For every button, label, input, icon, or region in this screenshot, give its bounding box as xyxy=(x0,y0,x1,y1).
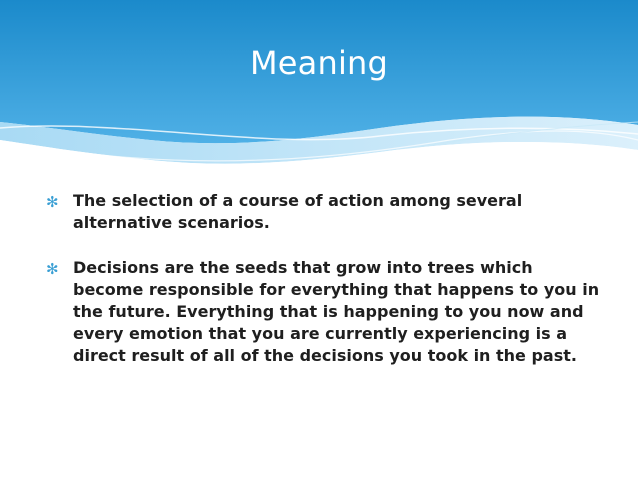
bullet-item xyxy=(40,257,600,367)
asterisk-bullet-icon: ✻ xyxy=(46,193,59,211)
bullet-item xyxy=(40,190,600,234)
slide-title: Meaning xyxy=(249,44,389,82)
bullet-text: The selection of a course of action among several alternative scenarios. xyxy=(73,191,523,232)
header-wave-background xyxy=(0,0,638,175)
bullet-list xyxy=(40,190,600,390)
bullet-text: Decisions are the seeds that grow into trees which become responsible for everything that happens to you in the future. Everything that is happening to you now and every emotion that you are currently experiencing is a direct result of all of the decisions you took in the past. xyxy=(73,258,600,365)
asterisk-bullet-icon: ✻ xyxy=(46,260,59,278)
